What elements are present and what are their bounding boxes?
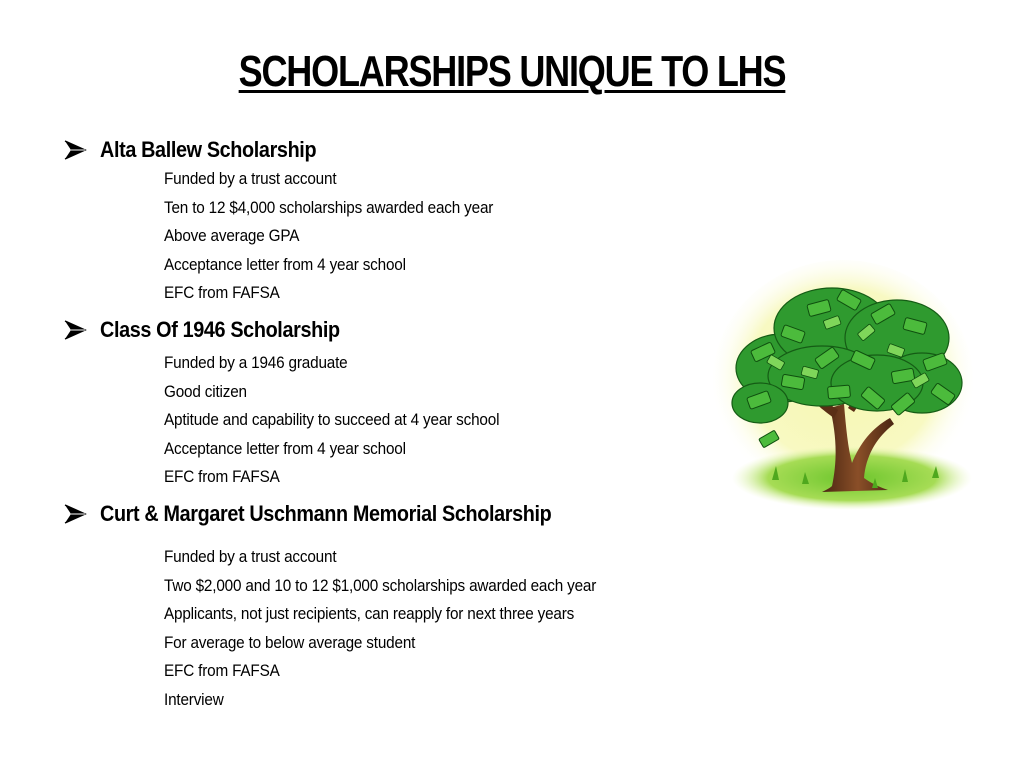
slide-title: SCHOLARSHIPS UNIQUE TO LHS (238, 47, 786, 96)
section-class-of-1946 (62, 315, 537, 492)
list-item: Ten to 12 $4,000 scholarships awarded each year (164, 197, 494, 217)
list-item: Funded by a 1946 graduate (164, 353, 348, 372)
section-items (62, 345, 537, 492)
list-item: EFC from FAFSA (164, 283, 280, 303)
list-item: EFC from FAFSA (164, 467, 280, 487)
list-item: Applicants, not just recipients, can reapply for next three years (164, 604, 575, 624)
section-title: Class Of 1946 Scholarship (100, 317, 340, 342)
section-heading-row (62, 135, 530, 165)
list-item: Funded by a trust account (164, 547, 337, 566)
list-item: Interview (164, 689, 224, 709)
arrowhead-bullet-icon (62, 318, 88, 342)
list-item: Two $2,000 and 10 to 12 $1,000 scholarships awarded each year (164, 575, 597, 595)
section-heading-row (62, 499, 644, 529)
list-item: Above average GPA (164, 226, 300, 246)
list-item: For average to below average student (164, 632, 416, 652)
section-items (62, 529, 644, 715)
section-title: Alta Ballew Scholarship (100, 137, 317, 162)
section-title: Curt & Margaret Uschmann Memorial Scholarship (100, 501, 552, 526)
section-uschmann-memorial (62, 499, 644, 715)
list-item: Good citizen (164, 381, 247, 401)
list-item: EFC from FAFSA (164, 661, 280, 681)
section-alta-ballew (62, 135, 530, 308)
list-item: Aptitude and capability to succeed at 4 year school (164, 410, 500, 430)
arrowhead-bullet-icon (62, 502, 88, 526)
section-heading-row (62, 315, 537, 345)
list-item: Funded by a trust account (164, 169, 337, 188)
arrowhead-bullet-icon (62, 138, 88, 162)
money-tree-icon (712, 258, 974, 516)
list-item: Acceptance letter from 4 year school (164, 438, 406, 458)
list-item: Acceptance letter from 4 year school (164, 254, 406, 274)
section-items (62, 165, 530, 308)
